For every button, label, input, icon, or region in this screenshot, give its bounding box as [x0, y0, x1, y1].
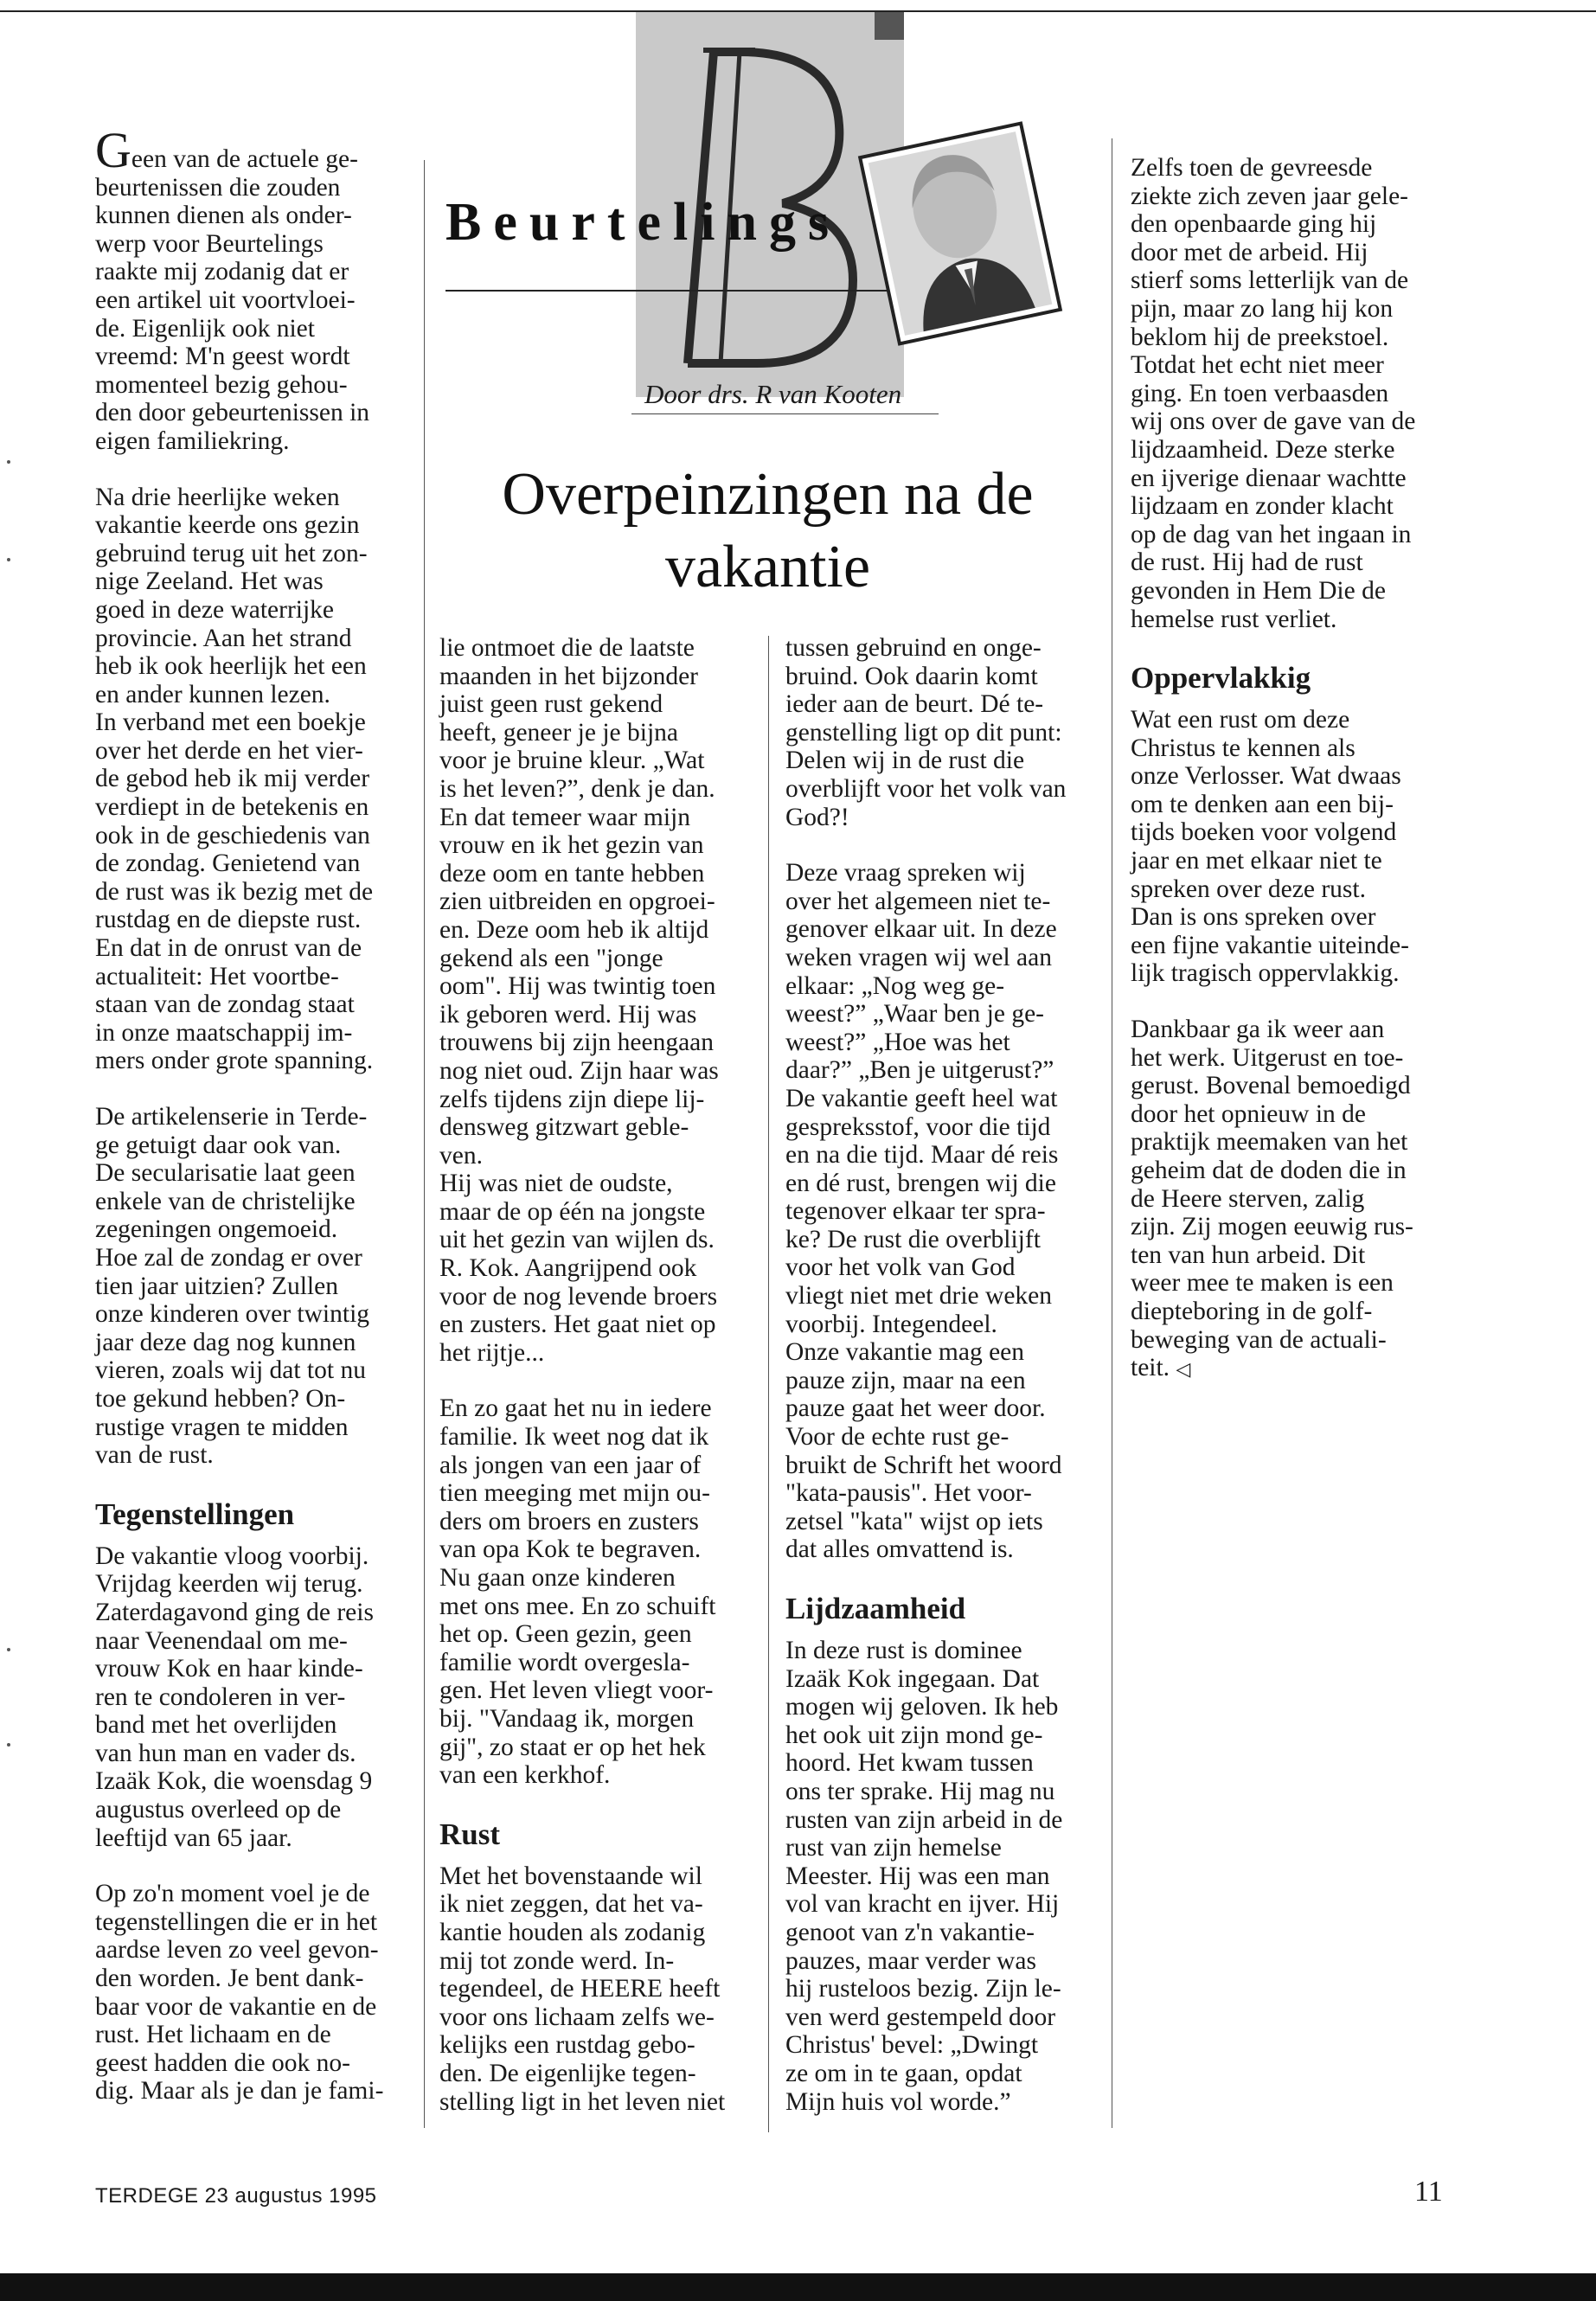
margin-mark: [7, 558, 10, 561]
headline: Overpeinzingen na de vakantie: [502, 461, 1034, 600]
paragraph: Op zo'n moment voel je de tegenstellingen die er in het aardse leven zo veel gevon- den worden. Je bent dank- baar voor de vakantie en de rust. Het lichaam en de geest hadden die ook no- dig. Maar als je dan je fami-: [95, 1880, 384, 2106]
paragraph: Deze vraag spreken wij over het algemeen niet te- genover elkaar uit. In deze weken vragen wij wel aan elkaar: „Nog weg ge- weest?” „Waar ben je ge- weest?” „Hoe was het daar?” „Ben je uitgerust?” De vakantie geeft heel wat gespreksstof, voor die tijd en na die tijd. Maar dé reis en dé rust, brengen wij die tegenover elkaar ter spra- ke? De rust die overblijft voor het volk van God vliegt niet met drie weken voorbij. Integendeel. Onze vakantie mag een pauze zijn, maar na een pauze gaat het weer door. Voor de echte rust ge- bruikt de Schrift het woord "kata-pausis". Het voor- zetsel "kata" wijst op iets dat alles omvattend is.: [785, 859, 1062, 1564]
column-2: [439, 634, 764, 2144]
paragraph: En zo gaat het nu in iedere familie. Ik weet nog dat ik als jongen van een jaar of tien meeging met mijn ou- ders om broers en zusters van opa Kok te begraven. Nu gaan onze kinderen met ons mee. En zo schuift het op. Geen gezin, geen familie wordt overgesla- gen. Het leven vliegt voor- bij. "Vandaag ik, morgen gij", zo staat er op het hek van een kerkhof.: [439, 1394, 716, 1790]
paragraph-text: een van de actuele ge- beurtenissen die zouden kunnen dienen als onder- werp voor Beurtelings raakte mij zodanig dat er een artikel uit voortvloei- de. Eigenlijk ook niet vreemd: M'n geest wordt momenteel bezig gehou- den door gebeurtenissen in eigen familiekring.: [95, 145, 370, 455]
drop-cap: G: [95, 122, 131, 178]
paragraph: Dankbaar ga ik weer aan het werk. Uitgerust en toe- gerust. Bovenal bemoedigd door het opnieuw in de praktijk meemaken van het geheim dat de doden die in de Heere sterven, zalig zijn. Zij mogen eeuwig rus- ten van hun arbeid. Dit weer mee te maken is een diepteboring in de golf- beweging van de actuali- teit. ◁: [1131, 1016, 1413, 1382]
paragraph: tussen gebruind en onge- bruind. Ook daarin komt ieder aan de beurt. Dé te- genstelling ligt op dit punt: Delen wij in de rust die overblijft voor het volk van God?!: [785, 634, 1067, 831]
byline-rule: [631, 413, 939, 414]
margin-mark: [7, 1648, 10, 1651]
margin-mark: [7, 460, 10, 464]
subheading: Rust: [439, 1817, 501, 1851]
paragraph: De vakantie vloog voorbij. Vrijdag keerden wij terug. Zaterdagavond ging de reis naar Veenendaal om me- vrouw Kok en haar kinde- ren te condoleren in ver- band met het overlijden van hun man en vader ds. Izaäk Kok, die woensdag 9 augustus overleed op de leeftijd van 65 jaar.: [95, 1541, 374, 1852]
column-4: [1131, 154, 1451, 1412]
column-3: [785, 634, 1106, 2144]
paragraph: Na drie heerlijke weken vakantie keerde ons gezin gebruind terug uit het zon- nige Zeeland. Het was goed in deze waterrijke provincie. Aan het strand heb ik ook heerlijk het een en ander kunnen lezen. In verband met een boekje over het derde en het vier- de gebod heb ik mij verder verdiept in de betekenis en ook in de geschiedenis van de zondag. Genietend van de rust was ik bezig met de rustdag en de diepste rust. En dat in de onrust van de actualiteit: Het voortbe- staan van de zondag staat in onze maatschappij im- mers onder grote spanning.: [95, 483, 374, 1075]
column-divider: [424, 160, 425, 2128]
column-1: [95, 122, 424, 2133]
end-mark-icon: ◁: [1176, 1358, 1191, 1381]
margin-mark: [7, 1743, 10, 1747]
footer-publication: TERDEGE 23 augustus 1995: [95, 2184, 377, 2208]
bottom-scan-edge: [0, 2273, 1596, 2301]
paragraph: In deze rust is dominee Izaäk Kok ingegaan. Dat mogen wij geloven. Ik heb het ook uit zijn mond ge- hoord. Het kwam tussen ons ter sprake. Hij mag nu rusten van zijn arbeid in de rust van zijn hemelse Meester. Hij was een man vol van kracht en ijver. Hij genoot van z'n vakantie- pauzes, maar verder was hij rusteloos bezig. Zijn le- ven werd gestempeld door Christus' bevel: „Dwingt ze om in te gaan, opdat Mijn huis vol worde.”: [785, 1637, 1063, 2116]
subheading: Tegenstellingen: [95, 1497, 295, 1531]
column-divider: [768, 636, 769, 2132]
paragraph: Zelfs toen de gevreesde ziekte zich zeven jaar gele- den openbaarde ging hij door met de arbeid. Hij stierf soms letterlijk van de pijn, maar zo lang hij kon beklom hij de preekstoel. Totdat het echt niet meer ging. En toen verbaasden wij ons over de gave van de lijdzaamheid. Deze sterke en ijverige dienaar wachtte lijdzaam en zonder klacht op de dag van het ingaan in de rust. Hij had de rust gevonden in Hem Die de hemelse rust verliet.: [1131, 154, 1416, 633]
paragraph: [95, 122, 424, 456]
byline: Door drs. R van Kooten: [644, 379, 902, 409]
paragraph: De artikelenserie in Terde- ge getuigt daar ook van. De secularisatie laat geen enkele van de christelijke zegeningen ongemoeid. Hoe zal de zondag er over tien jaar uitzien? Zullen onze kinderen over twintig jaar deze dag nog kunnen vieren, zoals wij dat tot nu toe gekund hebben? On- rustige vragen te midden van de rust.: [95, 1103, 370, 1470]
author-portrait: [852, 121, 1068, 346]
small-caps-word: HEERE: [580, 1975, 663, 2003]
paragraph: lie ontmoet die de laatste maanden in het bijzonder juist geen rust gekend heeft, geneer je je bijna voor je bruine kleur. „Wat is het leven?”, denk je dan. En dat temeer waar mijn vrouw en ik het gezin van deze oom en tante hebben zien uitbreiden en opgroei- en. Deze oom heb ik altijd gekend als een "jonge oom". Hij was twintig toen ik geboren werd. Hij was trouwens bij zijn heengaan nog niet oud. Zijn haar was zelfs tijdens zijn diepe lij- densweg gitzwart geble- ven. Hij was niet de oudste, maar de op één na jongste uit het gezin van wijlen ds. R. Kok. Aangrijpend ook voor de nog levende broers en zusters. Het gaat niet op het rijtje...: [439, 634, 719, 1367]
subheading: Oppervlakkig: [1131, 661, 1311, 695]
paragraph: Wat een rust om deze Christus te kennen als onze Verlosser. Wat dwaas om te denken aan een bij- tijds boeken voor volgend jaar en met elkaar niet te spreken over deze rust. Dan is ons spreken over een fijne vakantie uiteinde- lijk tragisch oppervlakkig.: [1131, 706, 1409, 988]
paragraph: Met het bovenstaande wil ik niet zeggen, dat het va- kantie houden als zodanig mij tot zonde werd. In- tegendeel, de HEERE heeft voor ons lichaam zelfs we- kelijks een rustdag gebo- den. De eigenlijke tegen- stelling ligt in het leven niet: [439, 1862, 726, 2116]
column-name: Beurtelings: [445, 193, 842, 252]
page-number: 11: [1414, 2176, 1443, 2208]
subheading: Lijdzaamheid: [785, 1592, 966, 1625]
